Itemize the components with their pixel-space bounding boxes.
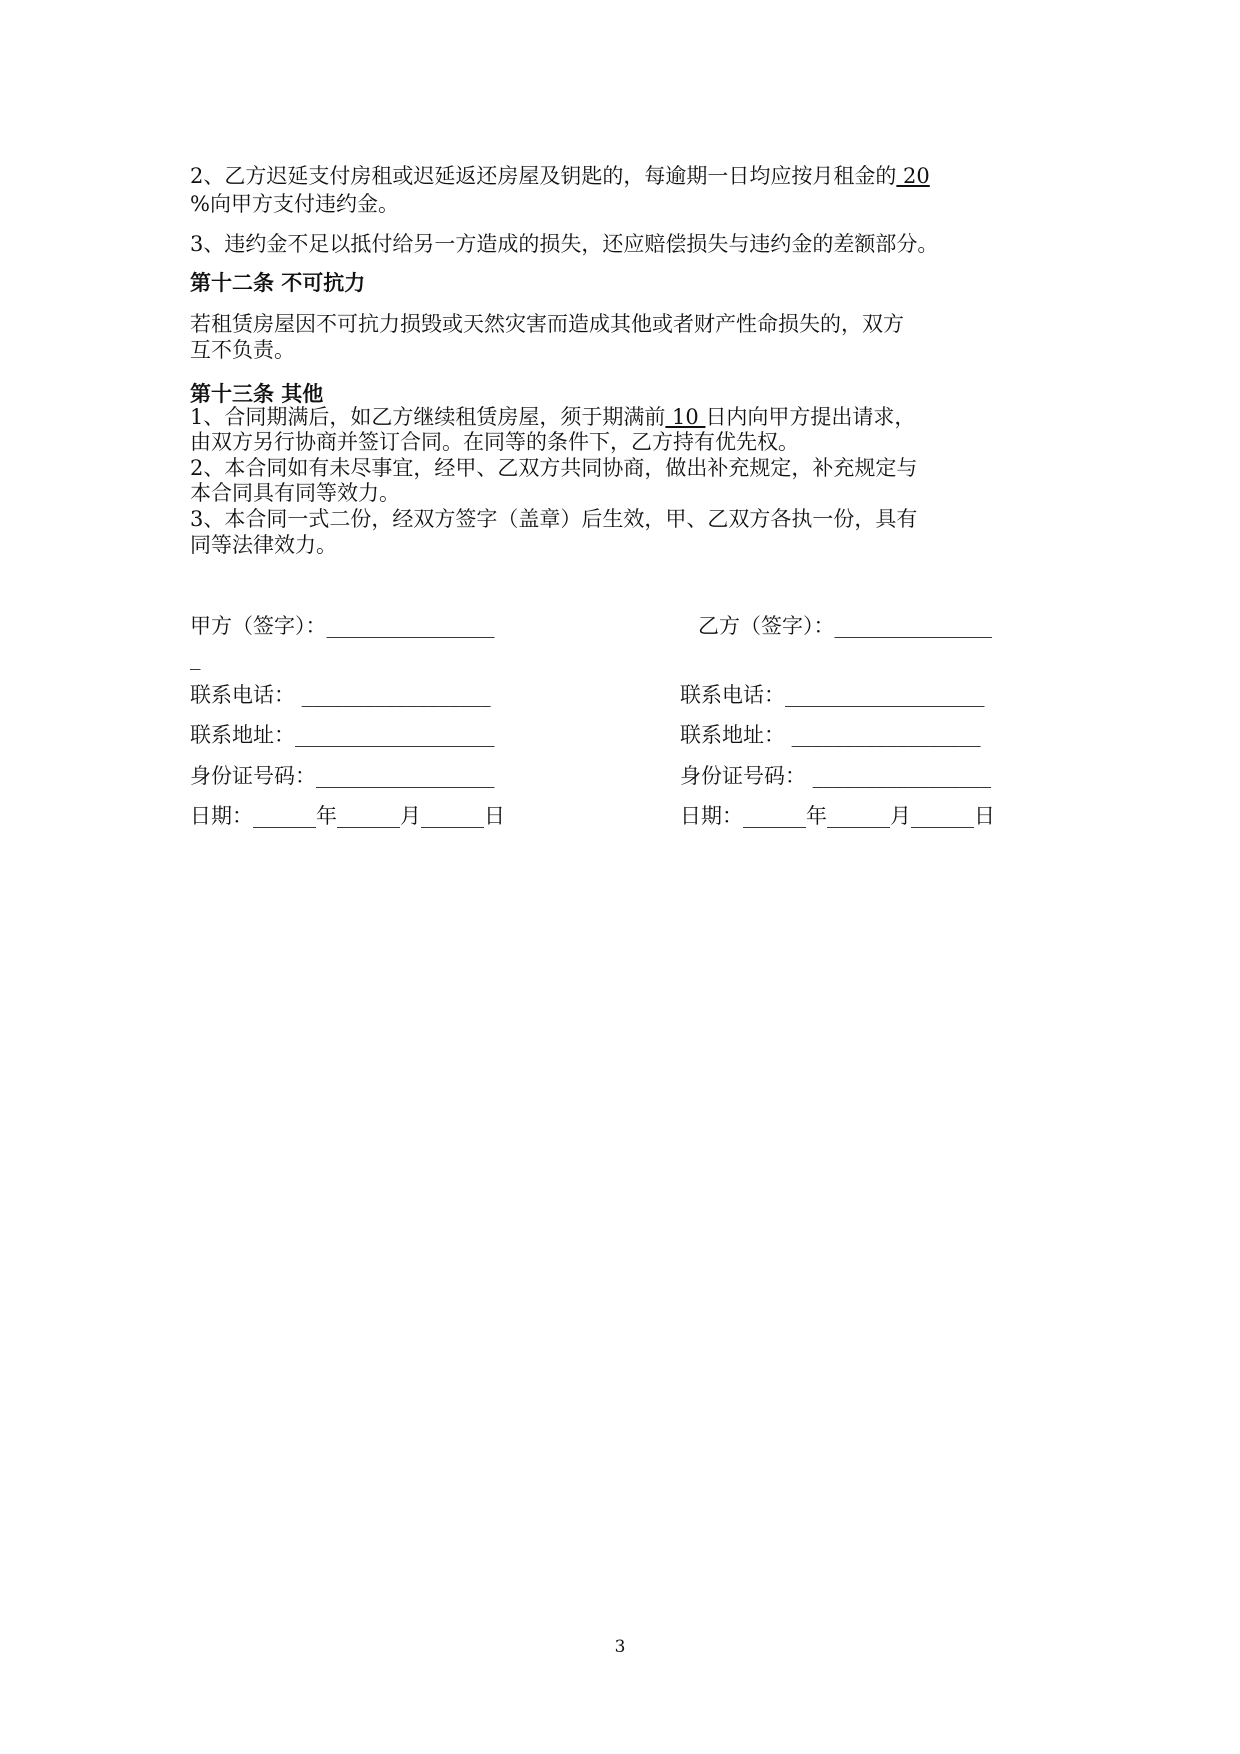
clause-12-heading: 第十二条 不可抗力 (190, 271, 366, 295)
clause-13-item-1-cont: 由双方另行协商并签订合同。在同等的条件下，乙方持有优先权。 (190, 430, 799, 454)
clause-13-item-2-cont: 本合同具有同等效力。 (190, 481, 400, 505)
clause-text: 2、乙方迟延支付房租或迟延返还房屋及钥匙的，每逾期一日均应按月租金的 (190, 164, 897, 188)
clause-text: 1、合同期满后，如乙方继续租赁房屋，须于期满前 (190, 405, 666, 429)
clause-13-item-1 (190, 403, 1070, 431)
clause-text: 日内向甲方提出请求， (705, 405, 916, 429)
penalty-rate-value: 20 (896, 164, 930, 188)
clause-11-item-2-cont: %向甲方支付违约金。 (190, 192, 399, 216)
party-a-date: 日期：______年______月______日 (190, 804, 505, 828)
clause-13-item-3: 3、本合同一式二份，经双方签字（盖章）后生效，甲、乙双方各执一份，具有 (190, 507, 918, 531)
party-b-date: 日期：______年______月______日 (680, 804, 995, 828)
clause-13-heading: 第十三条 其他 (190, 382, 324, 406)
party-b-phone: 联系电话：___________________ (680, 683, 985, 707)
party-b-signature: 乙方（签字）：_______________ (698, 614, 992, 638)
party-a-id-number: 身份证号码：_________________ (190, 764, 495, 788)
party-a-signature: 甲方（签字）：________________ (190, 614, 495, 638)
party-a-signature-overflow: _ (190, 646, 201, 670)
clause-12-line-2: 互不负责。 (190, 338, 295, 362)
notice-days-value: 10 (665, 405, 706, 429)
party-a-address: 联系地址：___________________ (190, 723, 495, 747)
party-b-address: 联系地址： __________________ (680, 723, 981, 747)
party-a-phone: 联系电话： __________________ (190, 683, 491, 707)
clause-11-item-3: 3、违约金不足以抵付给另一方造成的损失，还应赔偿损失与违约金的差额部分。 (190, 232, 939, 256)
party-b-id-number: 身份证号码： _________________ (680, 764, 992, 788)
clause-13-item-2: 2、本合同如有未尽事宜，经甲、乙双方共同协商，做出补充规定，补充规定与 (190, 456, 918, 480)
clause-13-item-3-cont: 同等法律效力。 (190, 533, 337, 557)
page-number: 3 (614, 1637, 626, 1657)
clause-11-item-2 (190, 162, 1070, 190)
clause-12-line-1: 若租赁房屋因不可抗力损毁或天然灾害而造成其他或者财产性命损失的，双方 (190, 312, 904, 336)
